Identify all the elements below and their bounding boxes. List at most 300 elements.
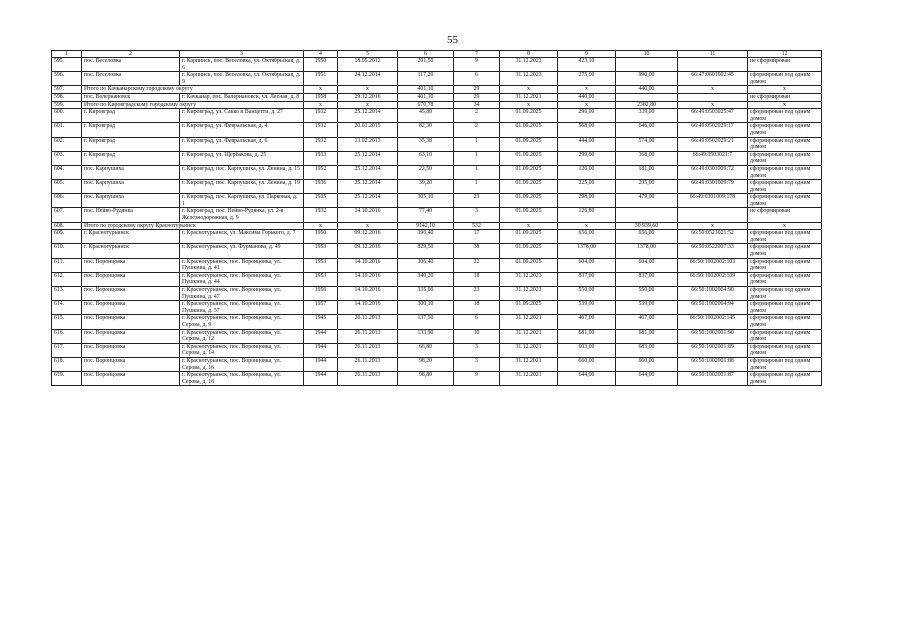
total-cell: x — [304, 222, 338, 230]
table-cell: 14.10.2016 — [338, 287, 398, 301]
table-cell: 609. — [52, 230, 82, 244]
table-row — [52, 258, 822, 272]
table-cell: 1378,00 — [558, 244, 616, 258]
table-cell: 616. — [52, 329, 82, 343]
table-cell: 01.09.2025 — [500, 123, 558, 137]
table-cell: 23 — [454, 194, 500, 208]
table-cell: 6 — [454, 72, 500, 86]
table-row — [52, 357, 822, 371]
table-cell: 26.11.2013 — [338, 357, 398, 371]
table-cell: г. Краснотурьинск, пос. Воронцовка, ул. Пушкина, д. 47 — [180, 287, 304, 301]
table-cell: г. Карпинск, пос. Веселовка, ул. Октябрьская, д. 9 — [180, 72, 304, 86]
table-cell — [678, 58, 748, 72]
table-cell: 1952 — [304, 165, 338, 179]
table-cell: 683,00 — [616, 343, 678, 357]
table-cell: 66:49:0503021:7 — [678, 151, 748, 165]
table-cell: пос. Воронцовка — [82, 258, 180, 272]
table-cell: пос. Карпушиха — [82, 165, 180, 179]
table-cell: 14.10.2016 — [338, 208, 398, 222]
table-cell: 1932 — [304, 137, 338, 151]
table-cell: 98,80 — [398, 372, 454, 386]
table-row — [52, 123, 822, 137]
column-header: 9 — [558, 51, 616, 58]
table-cell: г. Краснотурьинск — [82, 230, 180, 244]
table-cell: 990,00 — [616, 72, 678, 86]
table-cell: сформирован под одним домом — [748, 315, 822, 329]
table-cell: 539,00 — [616, 301, 678, 315]
table-cell: 35,38 — [398, 137, 454, 151]
table-cell: пос. Воронцовка — [82, 272, 180, 286]
table-cell — [616, 93, 678, 101]
housing-table — [51, 50, 822, 386]
total-cell: x — [678, 86, 748, 94]
table-row — [52, 329, 822, 343]
total-cell: 440,00 — [616, 86, 678, 94]
table-cell: 1950 — [304, 58, 338, 72]
table-cell: пос. Воронцовка — [82, 372, 180, 386]
table-cell: 644,00 — [558, 372, 616, 386]
table-cell: г. Кировград, ул. Щербакова, д. 25 — [180, 151, 304, 165]
table-cell: 01.09.2025 — [500, 230, 558, 244]
table-cell: 340,20 — [398, 272, 454, 286]
table-cell: 01.09.2025 — [500, 208, 558, 222]
table-cell: 1936 — [304, 180, 338, 194]
table-cell: 1953 — [304, 272, 338, 286]
table-cell: 24.12.2014 — [338, 72, 398, 86]
total-cell: x — [500, 222, 558, 230]
total-cell: 30 939,60 — [616, 222, 678, 230]
table-cell: 29.12.2016 — [338, 93, 398, 101]
table-row — [52, 301, 822, 315]
table-cell: сформирован под одним домом — [748, 123, 822, 137]
total-row — [52, 101, 822, 109]
table-cell: 31.12.2023 — [500, 272, 558, 286]
table-cell: г. Кировград, ул. Сакко и Ванцетти, д. 27 — [180, 109, 304, 123]
column-header-row — [52, 51, 822, 58]
table-cell: 66:50:1002004:90 — [678, 287, 748, 301]
table-cell: 681,00 — [616, 329, 678, 343]
table-cell: г. Краснотурьинск, пос. Воронцовка, ул. Пушкина, д. 57 — [180, 301, 304, 315]
table-cell: 3 — [454, 343, 500, 357]
table-cell: сформирован под одним домом — [748, 287, 822, 301]
table-cell: 681,00 — [558, 329, 616, 343]
table-cell: 611. — [52, 258, 82, 272]
total-cell: 2382,80 — [616, 101, 678, 109]
table-cell: 1 — [454, 165, 500, 179]
total-row-number: 597. — [52, 86, 82, 94]
table-cell: 1944 — [304, 372, 338, 386]
table-cell: 66:49:0301009:178 — [678, 194, 748, 208]
table-cell: 22,50 — [398, 165, 454, 179]
table-cell: 440,00 — [558, 93, 616, 101]
table-cell: 603,00 — [558, 343, 616, 357]
table-cell: 1957 — [304, 301, 338, 315]
table-cell: пос. Веселовка — [82, 72, 180, 86]
table-cell: 605. — [52, 180, 82, 194]
table-cell: 656,00 — [558, 230, 616, 244]
table-cell: 31.12.2021 — [500, 93, 558, 101]
total-cell: x — [304, 101, 338, 109]
total-cell: x — [678, 101, 748, 109]
table-cell: 13.02.2013 — [338, 137, 398, 151]
table-cell: сформирован под одним домом — [748, 72, 822, 86]
total-cell: 29 — [454, 86, 500, 94]
total-cell: 532 — [454, 222, 500, 230]
table-row — [52, 137, 822, 151]
table-cell: 66:50:0522007:33 — [678, 244, 748, 258]
table-cell: 299,00 — [558, 151, 616, 165]
table-cell: 01.09.2025 — [500, 109, 558, 123]
table-cell: 31.12.2023 — [500, 58, 558, 72]
table-cell: 01.09.2025 — [500, 137, 558, 151]
total-row — [52, 222, 822, 230]
table-cell: 837,00 — [616, 272, 678, 286]
total-cell: x — [678, 222, 748, 230]
table-cell: г. Краснотурьинск, пос. Воронцовка, ул. Серова, д. 16 — [180, 357, 304, 371]
table-cell: 01.09.2025 — [500, 194, 558, 208]
total-row-label: Итого по Качканарскому городскому округу — [82, 86, 304, 94]
total-row-label: Итого по городскому округу Краснотурьинск — [82, 222, 304, 230]
table-cell: 01.09.2025 — [500, 165, 558, 179]
table-cell: 26.11.2013 — [338, 343, 398, 357]
table-cell — [616, 208, 678, 222]
table-cell: 01.09.2025 — [500, 244, 558, 258]
table-cell: 1951 — [304, 72, 338, 86]
page-number: 55 — [447, 34, 458, 46]
table-cell: 656,00 — [616, 230, 678, 244]
table-cell: г. Краснотурьинск, пос. Воронцовка, ул. Серова, д. 9 — [180, 315, 304, 329]
table-cell: 01.09.2025 — [500, 151, 558, 165]
table-cell: 660,00 — [616, 357, 678, 371]
table-row — [52, 272, 822, 286]
table-cell: 25.12.2014 — [338, 194, 398, 208]
table-cell: 10 — [454, 329, 500, 343]
table-cell: 1944 — [304, 343, 338, 357]
table-cell: пос. Карпушиха — [82, 180, 180, 194]
column-header: 5 — [338, 51, 398, 58]
table-cell: 305,10 — [398, 194, 454, 208]
table-cell: г. Карпинск, пос. Веселовка, ул. Октябрьская, д. 6 — [180, 58, 304, 72]
column-header: 11 — [678, 51, 748, 58]
table-cell: 1953 — [304, 258, 338, 272]
column-header: 8 — [500, 51, 558, 58]
table-row — [52, 230, 822, 244]
table-cell: 225,00 — [558, 180, 616, 194]
table-cell: 610. — [52, 244, 82, 258]
table-cell: 09.12.2016 — [338, 230, 398, 244]
table-cell: 14.10.2016 — [338, 272, 398, 286]
table-cell: г. Кировград, ул. Февральская, д. 6 — [180, 137, 304, 151]
table-cell: пос. Воронцовка — [82, 301, 180, 315]
table-cell: 31.12.2023 — [500, 287, 558, 301]
table-cell: пос. Воронцовка — [82, 357, 180, 371]
table-cell: пос. Воронцовка — [82, 287, 180, 301]
table-cell: 66:50:1002001:88 — [678, 357, 748, 371]
table-cell: сформирован под одним домом — [748, 357, 822, 371]
table-body — [52, 51, 822, 386]
table-cell: пос. Воронцовка — [82, 343, 180, 357]
table-cell: 45,80 — [398, 109, 454, 123]
table-row — [52, 165, 822, 179]
table-cell: 1932 — [304, 123, 338, 137]
total-cell: 34 — [454, 101, 500, 109]
table-cell: 31.12.2023 — [500, 72, 558, 86]
table-cell: 133,90 — [398, 329, 454, 343]
table-row — [52, 93, 822, 101]
table-cell: 300,10 — [398, 301, 454, 315]
table-cell: 18 — [454, 301, 500, 315]
table-cell: 1950 — [304, 230, 338, 244]
table-cell: 601. — [52, 123, 82, 137]
table-cell: 1 — [454, 151, 500, 165]
table-cell: 18 — [454, 272, 500, 286]
table-cell: г. Кировград, ул. Февральская, д. 4 — [180, 123, 304, 137]
table-cell: г. Краснотурьинск, ул. Максима Горького, д. 7 — [180, 230, 304, 244]
table-cell: не сформирован — [748, 208, 822, 222]
table-cell: 401,10 — [398, 93, 454, 101]
table-cell: пос. Валериановск — [82, 93, 180, 101]
table-cell: 66:49:0301009:79 — [678, 180, 748, 194]
column-header: 12 — [748, 51, 822, 58]
total-cell: x — [748, 101, 822, 109]
table-row — [52, 343, 822, 357]
table-cell: 574,00 — [616, 137, 678, 151]
table-cell: 66,80 — [398, 343, 454, 357]
total-row-number: 599. — [52, 101, 82, 109]
table-cell: 66:49:0503025:47 — [678, 109, 748, 123]
table-cell: г. Краснотурьинск, пос. Воронцовка, ул. Серова, д. 12 — [180, 329, 304, 343]
table-cell: сформирован под одним домом — [748, 109, 822, 123]
table-cell: не сформирован — [748, 93, 822, 101]
table-cell: 1945 — [304, 315, 338, 329]
table-cell: 66:49:0502029:17 — [678, 123, 748, 137]
table-cell: 25.12.2014 — [338, 109, 398, 123]
total-cell: x — [338, 86, 398, 94]
column-header: 6 — [398, 51, 454, 58]
table-cell: 604,00 — [616, 258, 678, 272]
table-cell: сформирован под одним домом — [748, 258, 822, 272]
total-row-number: 608. — [52, 222, 82, 230]
column-header: 2 — [82, 51, 180, 58]
table-cell: 201,50 — [398, 58, 454, 72]
table-cell: г. Краснотурьинск, пос. Воронцовка, ул. Серова, д. 18 — [180, 372, 304, 386]
table-cell: 77,40 — [398, 208, 454, 222]
total-cell: 9142,10 — [398, 222, 454, 230]
table-cell: 3 — [454, 357, 500, 371]
table-cell: 66:50:1002002:145 — [678, 315, 748, 329]
table-cell: пос. Карпушиха — [82, 194, 180, 208]
table-cell: г. Кировград, пос. Карпушиха, ул. Ленина, д. 15 — [180, 165, 304, 179]
table-cell: 14.10.2016 — [338, 258, 398, 272]
table-cell: 339,00 — [616, 109, 678, 123]
table-cell: пос. Воронцовка — [82, 329, 180, 343]
table-cell: сформирован под одним домом — [748, 272, 822, 286]
table-row — [52, 315, 822, 329]
table-cell: 612. — [52, 272, 82, 286]
table-cell: сформирован под одним домом — [748, 372, 822, 386]
table-cell: 01.09.2025 — [500, 258, 558, 272]
total-cell: x — [558, 101, 616, 109]
table-cell: 25.12.2014 — [338, 165, 398, 179]
total-cell: x — [748, 222, 822, 230]
table-cell: 296,00 — [558, 109, 616, 123]
table-cell: г. Кировград — [82, 151, 180, 165]
table-cell: 600. — [52, 109, 82, 123]
table-cell: 66:50:1002001:87 — [678, 372, 748, 386]
total-cell: x — [748, 86, 822, 94]
table-cell: 25.12.2014 — [338, 180, 398, 194]
table-cell: 1935 — [304, 194, 338, 208]
table-cell: 38 — [454, 244, 500, 258]
table-cell: 1956 — [304, 287, 338, 301]
table-cell: 613. — [52, 287, 82, 301]
table-row — [52, 72, 822, 86]
table-cell: 602. — [52, 137, 82, 151]
table-row — [52, 287, 822, 301]
table-cell: 31.12.2021 — [500, 372, 558, 386]
column-header: 3 — [180, 51, 304, 58]
table-cell: 604. — [52, 165, 82, 179]
table-cell: 550,00 — [558, 287, 616, 301]
table-cell: 126,00 — [558, 165, 616, 179]
total-cell: x — [304, 86, 338, 94]
total-cell: x — [338, 101, 398, 109]
table-cell: 23 — [454, 287, 500, 301]
table-cell: 539,00 — [558, 301, 616, 315]
table-cell: 31.12.2021 — [500, 357, 558, 371]
table-cell: 01.09.2025 — [500, 301, 558, 315]
table-cell: г. Кировград — [82, 123, 180, 137]
table-cell: 20.01.2015 — [338, 123, 398, 137]
table-cell: 26.11.2013 — [338, 315, 398, 329]
table-row — [52, 208, 822, 222]
table-row — [52, 109, 822, 123]
total-cell: x — [338, 222, 398, 230]
table-cell: г. Кировград — [82, 137, 180, 151]
table-cell: 606. — [52, 194, 82, 208]
table-cell: 66:50:0523021:52 — [678, 230, 748, 244]
table-cell: 14.10.2016 — [338, 301, 398, 315]
table-cell — [678, 208, 748, 222]
table-cell: г. Кировград, пос. Карпушиха, ул. Ленина, д. 19 — [180, 180, 304, 194]
table-cell: сформирован под одним домом — [748, 180, 822, 194]
table-cell: 2 — [454, 109, 500, 123]
table-cell: сформирован под одним домом — [748, 151, 822, 165]
table-cell: сформирован под одним домом — [748, 329, 822, 343]
table-cell: 82,30 — [398, 123, 454, 137]
table-cell: 595. — [52, 58, 82, 72]
table-cell: г. Кировград, пос. Нейво-Рудянка, ул. 2-я Железнодорожная, д. 9 — [180, 208, 304, 222]
table-cell: г. Краснотурьинск, пос. Воронцовка, ул. Серова, д. 14 — [180, 343, 304, 357]
table-cell: г. Качканар, пос. Валериановск, ул. Лесная, д. 8 — [180, 93, 304, 101]
table-cell: 31.12.2021 — [500, 329, 558, 343]
table-cell: 18.05.2012 — [338, 58, 398, 72]
total-cell: x — [558, 86, 616, 94]
table-cell: 66:49:0502029:21 — [678, 137, 748, 151]
table-cell: 660,00 — [558, 357, 616, 371]
table-cell: 29 — [454, 93, 500, 101]
column-header: 10 — [616, 51, 678, 58]
table-cell: 614. — [52, 301, 82, 315]
total-cell: 401,10 — [398, 86, 454, 94]
table-cell: 66:50:1002001:90 — [678, 329, 748, 343]
column-header: 7 — [454, 51, 500, 58]
table-cell: 295,00 — [616, 180, 678, 194]
table-cell: 63,10 — [398, 151, 454, 165]
table-cell: 9 — [454, 372, 500, 386]
table-cell: 137,50 — [398, 315, 454, 329]
table-cell: 615. — [52, 315, 82, 329]
table-cell: 335,00 — [398, 287, 454, 301]
table-cell: 1953 — [304, 244, 338, 258]
table-row — [52, 151, 822, 165]
table-cell: 98,20 — [398, 357, 454, 371]
table-cell: сформирован под одним домом — [748, 137, 822, 151]
table-cell: 619. — [52, 372, 82, 386]
total-row-label: Итого по Кировградскому городскому округу — [82, 101, 304, 109]
table-cell: 444,00 — [558, 137, 616, 151]
table-cell: 66:50:1002001:89 — [678, 343, 748, 357]
table-row — [52, 194, 822, 208]
column-header: 4 — [304, 51, 338, 58]
table-row — [52, 244, 822, 258]
table-cell: пос. Веселовка — [82, 58, 180, 72]
table-cell: 479,00 — [616, 194, 678, 208]
table-row — [52, 58, 822, 72]
table-cell: 618. — [52, 357, 82, 371]
table-cell: 1933 — [304, 151, 338, 165]
table-cell: 568,00 — [558, 123, 616, 137]
table-cell: 17 — [454, 230, 500, 244]
table-cell: сформирован под одним домом — [748, 301, 822, 315]
table-cell: 1378,00 — [616, 244, 678, 258]
table-cell: г. Краснотурьинск, ул. Фурманова, д. 49 — [180, 244, 304, 258]
table-cell: 1944 — [304, 329, 338, 343]
table-cell: 126,80 — [558, 208, 616, 222]
table-cell: 306,40 — [398, 258, 454, 272]
table-cell: 66:50:1002002:103 — [678, 258, 748, 272]
table-cell: 66:49:0301009:72 — [678, 165, 748, 179]
table-cell: 31.12.2021 — [500, 343, 558, 357]
table-cell: 598. — [52, 93, 82, 101]
table-cell: сформирован под одним домом — [748, 244, 822, 258]
table-cell: 829,50 — [398, 244, 454, 258]
table-cell: 22 — [454, 258, 500, 272]
table-cell: пос. Нейво-Рудянка — [82, 208, 180, 222]
table-cell: 467,00 — [616, 315, 678, 329]
total-cell: x — [558, 222, 616, 230]
table-cell: 181,00 — [616, 165, 678, 179]
table-cell: 26.11.2013 — [338, 329, 398, 343]
table-cell: 596. — [52, 72, 82, 86]
table-cell: 1 — [454, 180, 500, 194]
table-cell: 390,40 — [398, 230, 454, 244]
total-cell: x — [500, 101, 558, 109]
total-cell: 670,78 — [398, 101, 454, 109]
table-cell: 2 — [454, 123, 500, 137]
total-cell: x — [500, 86, 558, 94]
table-cell: 117,20 — [398, 72, 454, 86]
table-cell: 617. — [52, 343, 82, 357]
table-cell: 646,00 — [616, 123, 678, 137]
table-cell: 3 — [454, 208, 500, 222]
total-row — [52, 86, 822, 94]
table-cell: 1932 — [304, 208, 338, 222]
table-cell: сформирован под одним домом — [748, 343, 822, 357]
table-cell: 39,20 — [398, 180, 454, 194]
table-cell: сформирован под одним домом — [748, 194, 822, 208]
table-cell: г. Краснотурьинск, пос. Воронцовка, ул. Пушкина, д. 41 — [180, 258, 304, 272]
